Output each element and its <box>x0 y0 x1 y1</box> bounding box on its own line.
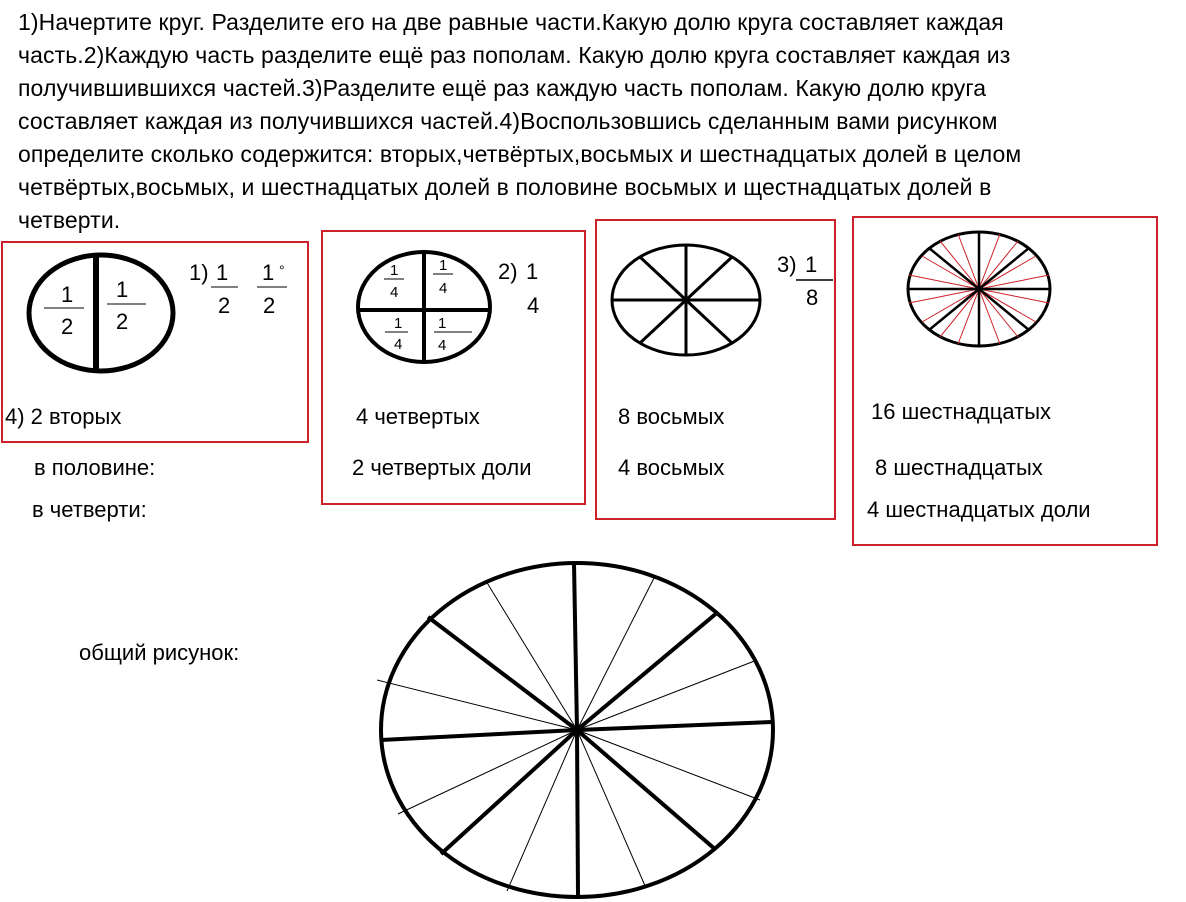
eighths-count-whole: 8 восьмых <box>618 404 725 429</box>
stray-mark: ° <box>279 262 285 278</box>
general-thick-spoke <box>441 730 577 854</box>
general-thick-spoke <box>381 730 577 740</box>
general-thin-spoke <box>577 660 757 730</box>
task-line: часть.2)Каждую часть разделите ещё раз пополам. Какую долю круга составляет каждая из <box>18 42 1011 68</box>
halves-count: 4) 2 вторых <box>5 404 122 429</box>
row-label-half: в половине: <box>34 455 156 480</box>
eighths-count-half: 4 восьмых <box>618 455 725 480</box>
general-thin-spoke <box>577 576 655 730</box>
general-thin-spoke <box>507 730 577 891</box>
row-label-quarter: в четверти: <box>32 497 147 522</box>
sixteenths-count-whole: 16 шестнадцатых <box>871 399 1052 424</box>
quarters-count-whole: 4 четвертых <box>356 404 480 429</box>
fraction-numerator: 1 <box>116 277 129 302</box>
general-thick-spoke <box>428 617 577 730</box>
fraction-numerator: 1 <box>390 262 399 279</box>
task-line: четверти. <box>18 207 121 233</box>
general-thin-spoke <box>486 581 577 730</box>
task-line: 1)Начертите круг. Разделите его на две равные части.Какую долю круга составляет каждая <box>18 9 1004 35</box>
answer-label: 2) <box>498 259 518 284</box>
quarters-circle-diagram <box>358 252 490 362</box>
sixteenths-circle-diagram <box>908 232 1050 346</box>
general-thin-spoke <box>577 730 646 888</box>
general-circle-diagram <box>377 563 773 897</box>
general-thick-spoke <box>577 730 578 896</box>
quarters-answer <box>498 259 539 318</box>
general-thick-spoke <box>574 563 577 730</box>
task-line: получившившихся частей.3)Разделите ещё раз каждую часть пополам. Какую долю круга <box>18 75 987 101</box>
answer-denominator: 2 <box>263 293 276 318</box>
fraction-numerator: 1 <box>438 315 447 332</box>
general-thick-spoke <box>577 722 772 730</box>
answer-numerator: 1 <box>216 260 229 285</box>
answer-numerator: 1 <box>262 260 275 285</box>
sixteenths-count-half: 8 шестнадцатых <box>875 455 1043 480</box>
fraction-numerator: 1 <box>439 257 448 274</box>
answer-label: 3) <box>777 252 797 277</box>
task-line: определите сколько содержится: вторых,четвёртых,восьмых и шестнадцатых долей в целом <box>18 141 1022 167</box>
answer-numerator: 1 <box>526 259 539 284</box>
answer-label: 1) <box>189 260 209 285</box>
sixteenths-count-quarter: 4 шестнадцатых доли <box>867 497 1091 522</box>
general-thick-spoke <box>577 612 718 730</box>
task-line: четвёртых,восьмых, и шестнадцатых долей в половине восьмых и щестнадцатых долей в <box>18 174 992 200</box>
fraction-denominator: 4 <box>439 280 448 297</box>
general-thin-spoke <box>577 730 760 800</box>
answer-denominator: 4 <box>527 293 540 318</box>
fraction-denominator: 4 <box>390 284 399 301</box>
eighths-answer <box>777 252 833 310</box>
halves-answer <box>189 260 287 318</box>
task-line: составляет каждая из получившихся частей.4)Воспользовшись сделанным вами рисунком <box>18 108 998 134</box>
fraction-denominator: 4 <box>394 336 403 353</box>
answer-denominator: 8 <box>806 285 819 310</box>
general-drawing-label: общий рисунок: <box>79 640 240 665</box>
fraction-numerator: 1 <box>394 315 403 332</box>
general-thick-spoke <box>577 730 716 850</box>
fraction-denominator: 2 <box>116 309 129 334</box>
answer-denominator: 2 <box>218 293 231 318</box>
halves-circle-diagram <box>29 255 173 371</box>
fraction-denominator: 2 <box>61 314 74 339</box>
halves-circle <box>29 255 173 371</box>
quarters-count-half: 2 четвертых доли <box>352 455 532 480</box>
fraction-numerator: 1 <box>61 282 74 307</box>
eighths-circle-diagram <box>612 245 760 355</box>
general-thin-spoke <box>398 730 577 814</box>
answer-numerator: 1 <box>805 252 818 277</box>
fraction-denominator: 4 <box>438 337 447 354</box>
